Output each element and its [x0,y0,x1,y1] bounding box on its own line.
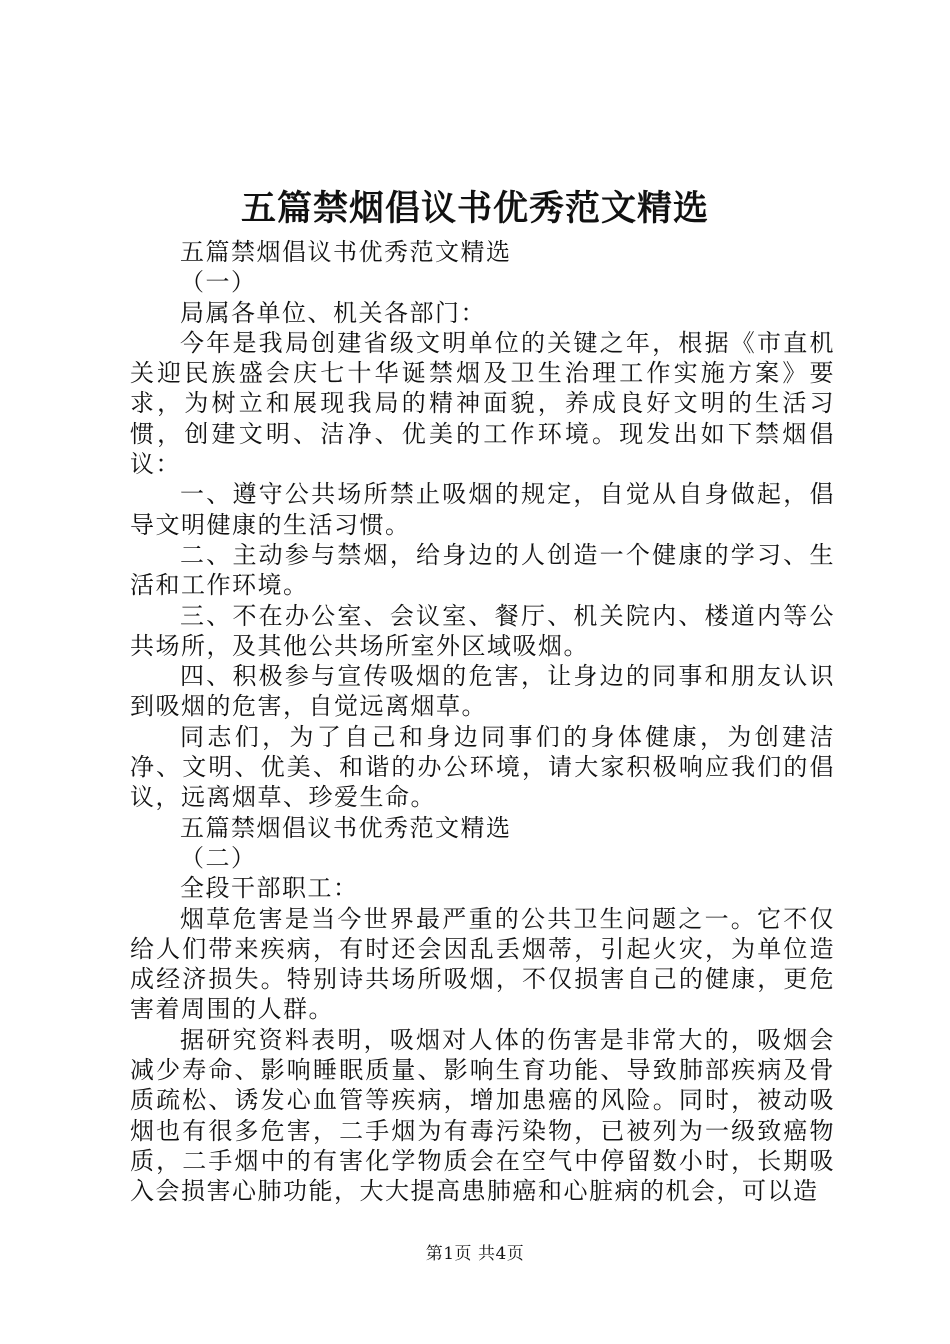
paragraph: 今年是我局创建省级文明单位的关键之年，根据《市直机关迎民族盛会庆七十华诞禁烟及卫生治理工作实施方案》要求，为树立和展现我局的精神面貌，养成良好文明的生活习惯，创建文明、洁净、优美的工作环境。现发出如下禁烟倡议： [130,328,835,479]
paragraph: 烟草危害是当今世界最严重的公共卫生问题之一。它不仅给人们带来疾病，有时还会因乱丢烟蒂，引起火灾，为单位造成经济损失。特别诗共场所吸烟，不仅损害自己的健康，更危害着周围的人群。 [130,904,835,1024]
paragraph-salutation-2: 全段干部职工： [180,874,359,903]
paragraph-heading-2: 五篇禁烟倡议书优秀范文精选 [180,813,512,842]
paragraph-section-2: （二） [180,843,257,872]
document-title: 五篇禁烟倡议书优秀范文精选 [240,188,709,229]
paragraph: 三、不在办公室、会议室、餐厅、机关院内、楼道内等公共场所，及其他公共场所室外区域吸烟。 [130,601,835,660]
paragraph: 同志们，为了自己和身边同事们的身体健康，为创建洁净、文明、优美、和谐的办公环境，请大家积极响应我们的倡议，远离烟草、珍爱生命。 [130,722,835,812]
paragraph: 二、主动参与禁烟，给身边的人创造一个健康的学习、生活和工作环境。 [130,540,835,600]
paragraph: 一、遵守公共场所禁止吸烟的规定，自觉从自身做起，倡导文明健康的生活习惯。 [130,480,835,539]
page-number-footer: 第1页 共4页 [425,1244,525,1264]
paragraph: 四、积极参与宣传吸烟的危害，让身边的同事和朋友认识到吸烟的危害，自觉远离烟草。 [130,662,835,721]
paragraph-section-1: （一） [180,268,257,297]
paragraph-salutation-1: 局属各单位、机关各部门： [180,298,486,327]
paragraph: 据研究资料表明，吸烟对人体的伤害是非常大的，吸烟会减少寿命、影响睡眠质量、影响生育功能、导致肺部疾病及骨质疏松、诱发心血管等疾病，增加患癌的风险。同时，被动吸烟也有很多危害，二手烟为有毒污染物，已被列为一级致癌物质，二手烟中的有害化学物质会在空气中停留数小时，长期吸入会损害心肺功能，大大提高患肺癌和心脏病的机会，可以造 [130,1025,835,1206]
document-body [130,237,835,1207]
paragraph-heading-1: 五篇禁烟倡议书优秀范文精选 [180,238,512,266]
